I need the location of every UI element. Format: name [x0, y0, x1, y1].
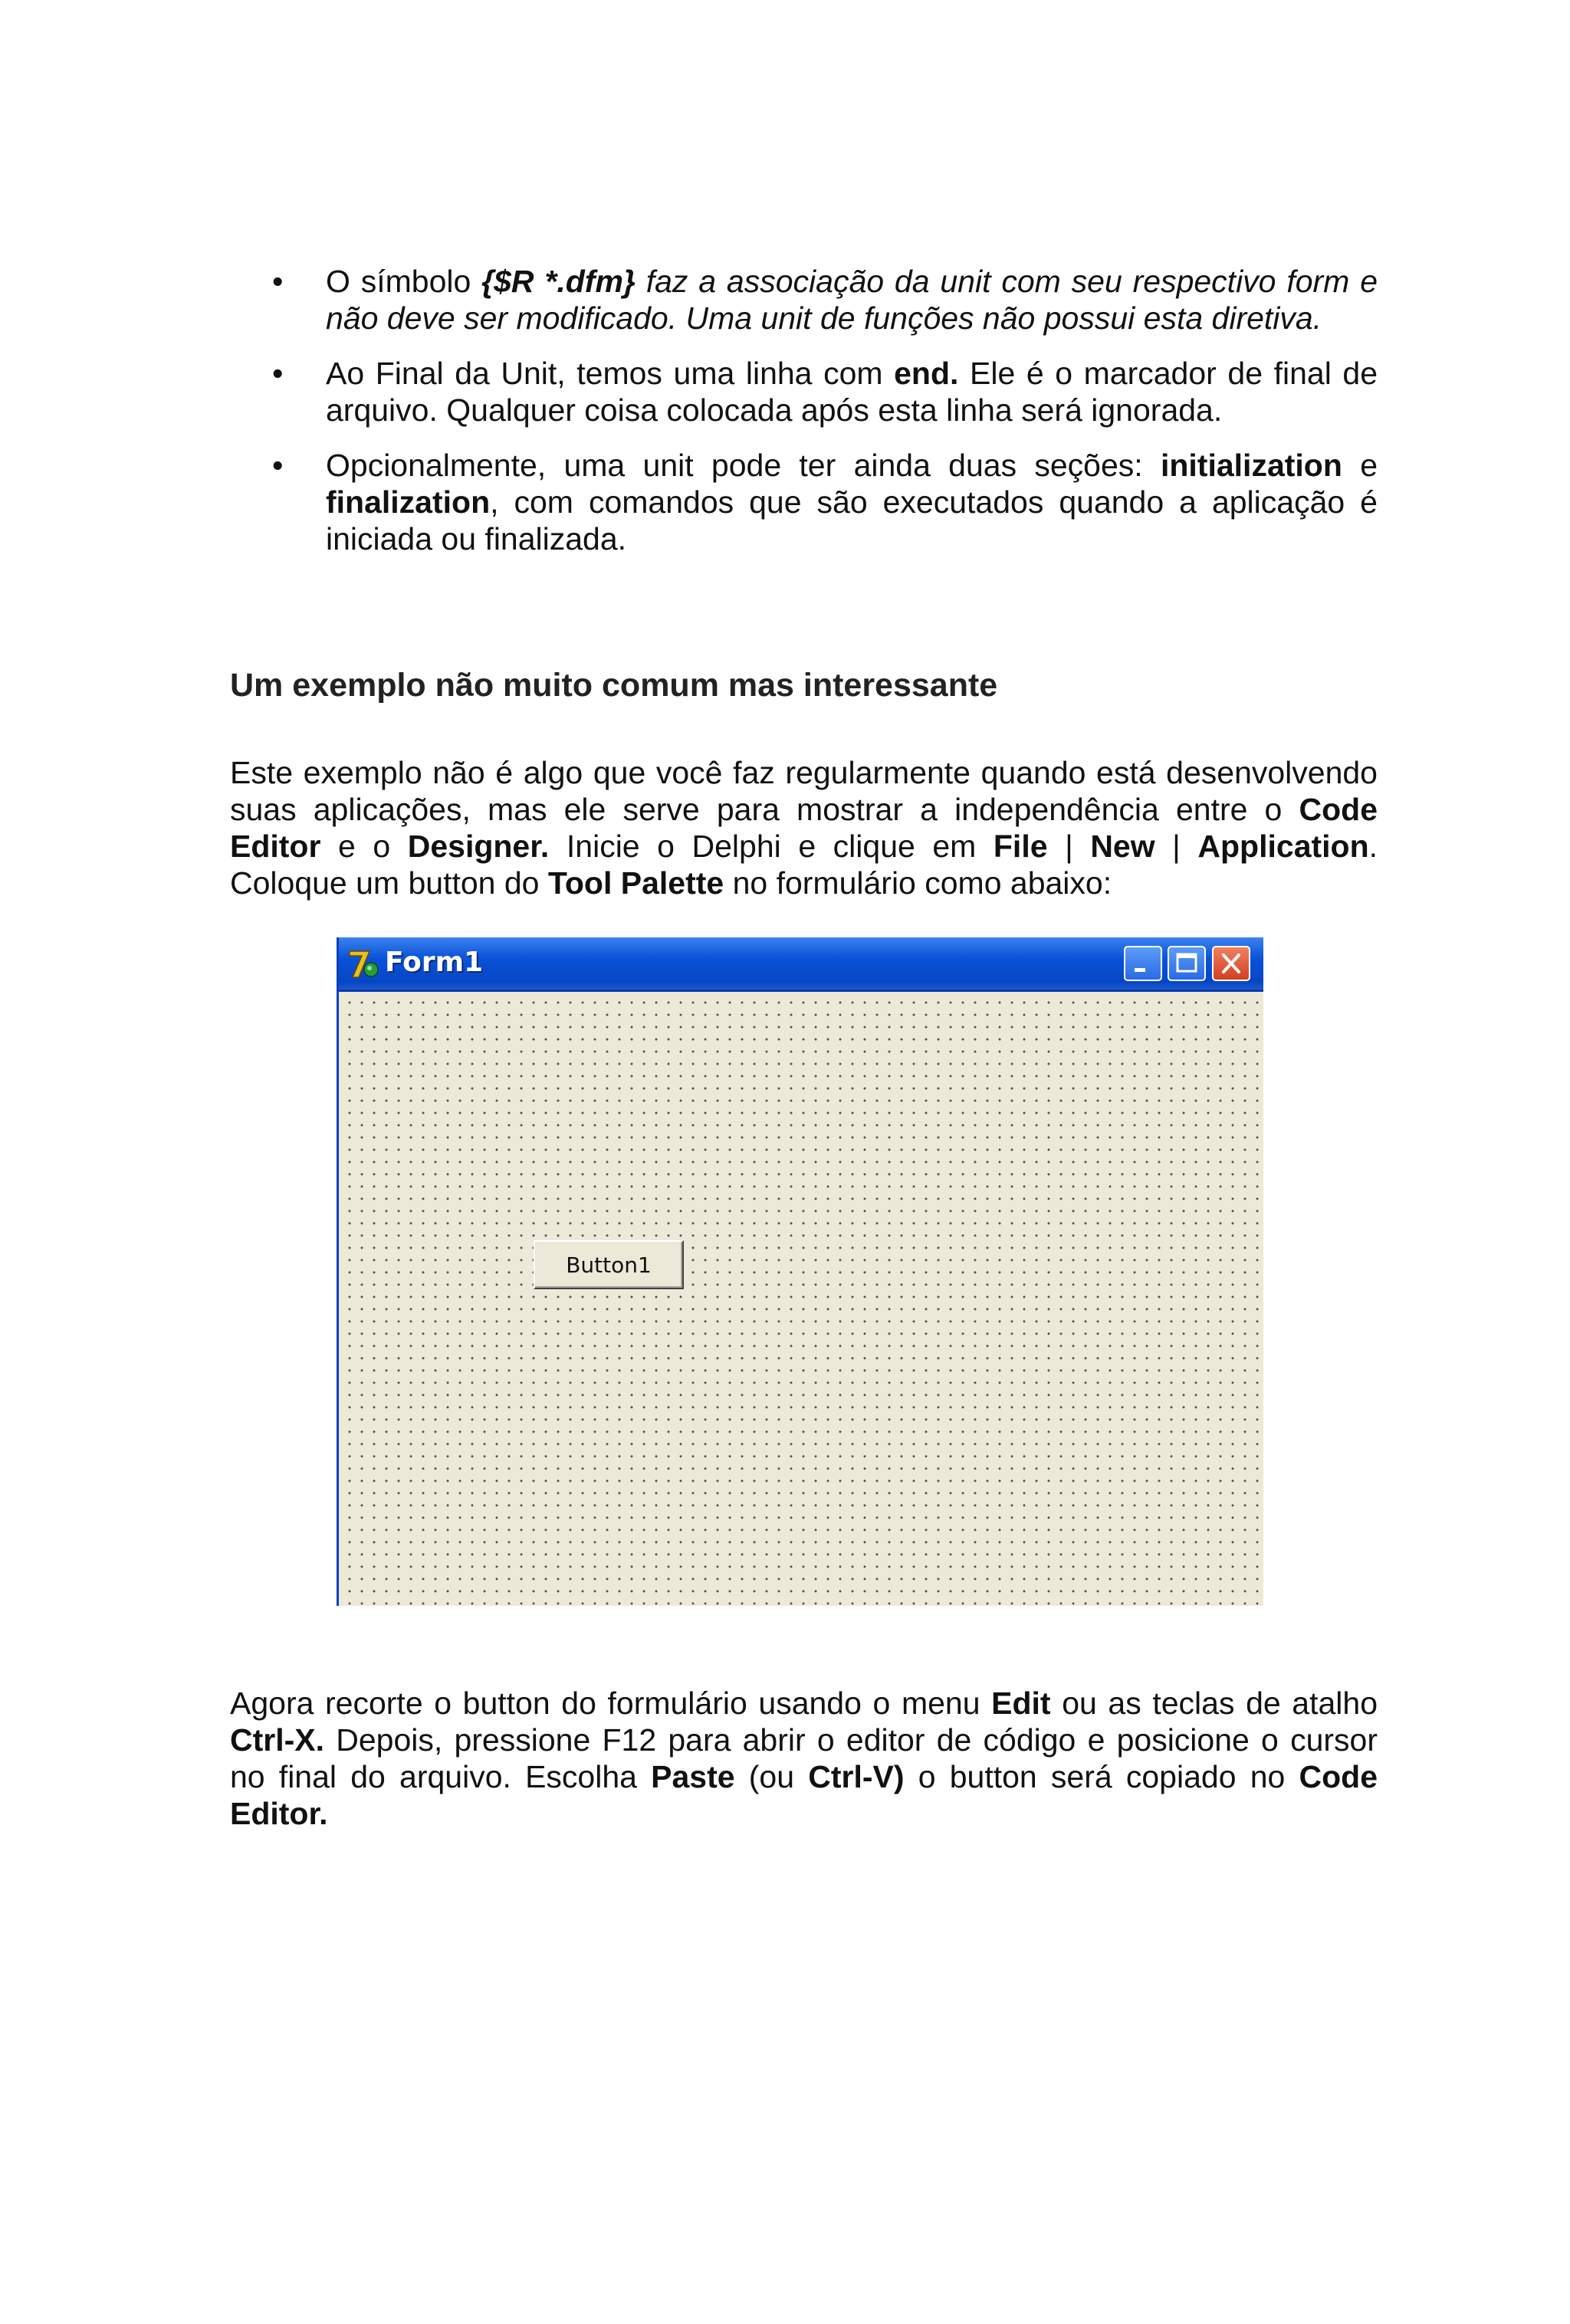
- text-run: . Coloque um button do: [230, 829, 1378, 901]
- text-run: ou as teclas de atalho: [1050, 1686, 1378, 1721]
- text-run: Tool Palette: [547, 865, 724, 901]
- paragraph-instructions: [230, 1685, 1378, 1832]
- text-run: Application: [1197, 829, 1369, 864]
- text-run: Este exemplo não é algo que você faz regularmente quando está desenvolvendo suas aplicações, mas ele serve para mostrar a independência entre o: [230, 755, 1378, 827]
- text-run: Code Editor.: [230, 1759, 1378, 1831]
- button1[interactable]: Button1: [534, 1240, 684, 1289]
- bullet-dot: •: [272, 448, 284, 483]
- text-run: e: [1342, 448, 1378, 483]
- bullet-dot: •: [272, 264, 284, 299]
- maximize-icon: [1169, 947, 1204, 980]
- text-run: Ele é o marcador de final de arquivo. Qualquer coisa colocada após esta linha será ignorada.: [326, 356, 1378, 428]
- text-run: |: [1047, 829, 1091, 864]
- delphi-form-window: [337, 937, 1263, 1606]
- bullet-text: [326, 448, 1378, 556]
- text-run: faz a associação da unit com seu respectivo form e não deve ser modificado. Uma unit de funções não possui esta diretiva.: [326, 264, 1378, 336]
- form-titlebar[interactable]: [339, 937, 1263, 992]
- form-design-grid[interactable]: [339, 992, 1263, 1606]
- text-run: Ctrl-V): [808, 1759, 905, 1794]
- maximize-button[interactable]: [1168, 946, 1206, 981]
- bullet-item: [272, 447, 1378, 557]
- text-run: o button será copiado no: [904, 1759, 1299, 1794]
- paragraph-intro: [230, 754, 1378, 901]
- text-run: Inicie o Delphi e clique em: [549, 829, 994, 864]
- text-run: Paste: [651, 1759, 735, 1794]
- close-button[interactable]: [1212, 946, 1250, 981]
- text-run: , com comandos que são executados quando a aplicação é iniciada ou finalizada.: [326, 484, 1378, 556]
- bullet-text: [326, 264, 1378, 336]
- text-run: Edit: [991, 1686, 1051, 1721]
- bullet-list: [272, 263, 1378, 576]
- text-run: end.: [894, 356, 959, 391]
- text-run: Code Editor: [230, 792, 1378, 864]
- text-run: finalization: [326, 484, 491, 520]
- form-title: Form1: [385, 947, 484, 978]
- bullet-text: [326, 356, 1378, 428]
- text-run: O símbolo: [326, 264, 482, 299]
- text-run: File: [993, 829, 1048, 864]
- minimize-button[interactable]: [1124, 946, 1162, 981]
- text-run: Agora recorte o button do formulário usando o menu: [230, 1686, 992, 1721]
- section-heading: Um exemplo não muito comum mas interessante: [230, 667, 998, 704]
- text-run: Ao Final da Unit, temos uma linha com: [326, 356, 895, 391]
- text-run: New: [1090, 829, 1155, 864]
- bullet-dot: •: [272, 356, 284, 391]
- text-run: Depois, pressione F12 para abrir o editor de código e posicione o cursor no final do arquivo. Escolha: [230, 1722, 1378, 1794]
- text-run: Ctrl-X.: [230, 1722, 324, 1758]
- close-icon: [1214, 947, 1249, 980]
- text-run: Opcionalmente, uma unit pode ter ainda duas seções:: [326, 448, 1161, 483]
- bullet-item: [272, 355, 1378, 428]
- minimize-icon: [1125, 947, 1161, 980]
- text-run: no formulário como abaixo:: [724, 865, 1112, 901]
- bullet-item: [272, 263, 1378, 336]
- text-run: {$R *.dfm}: [481, 264, 636, 299]
- text-run: Designer.: [407, 829, 550, 864]
- text-run: (ou: [734, 1759, 809, 1794]
- text-run: initialization: [1160, 448, 1342, 483]
- text-run: e o: [320, 829, 408, 864]
- text-run: |: [1155, 829, 1198, 864]
- delphi-7-icon: [347, 947, 380, 980]
